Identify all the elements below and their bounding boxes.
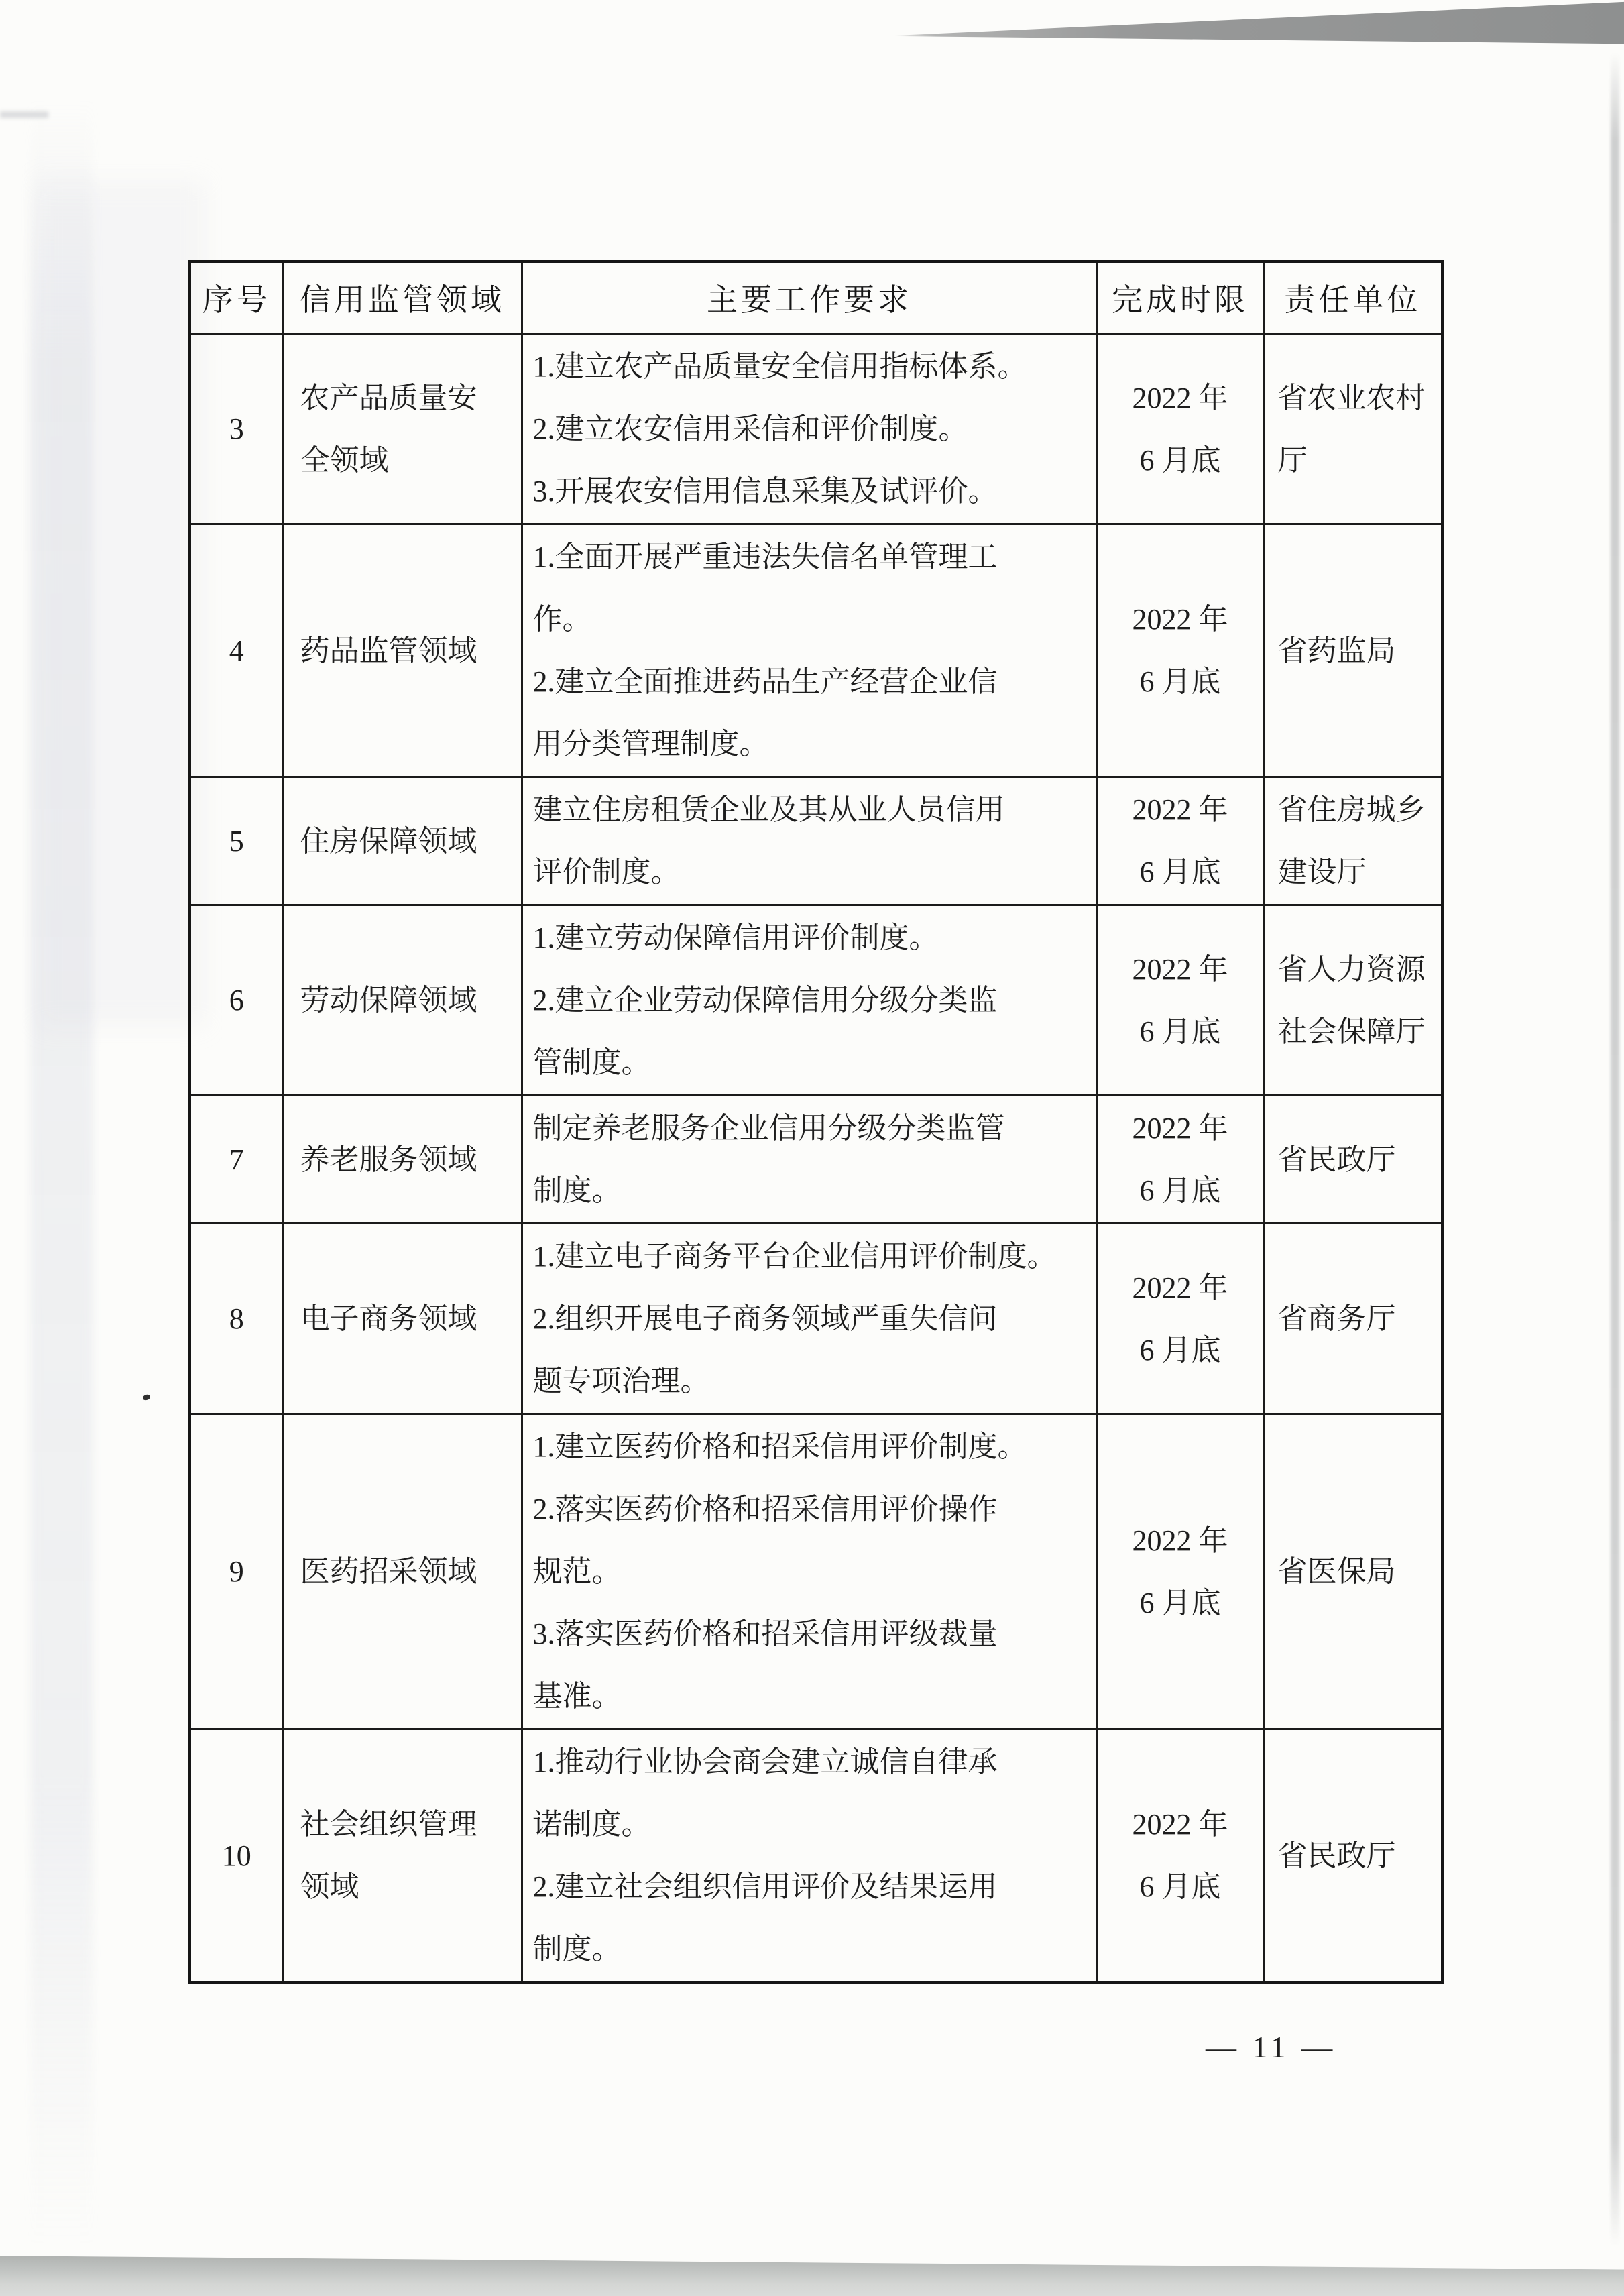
- cell-text-line: 6 月底: [1139, 1586, 1221, 1619]
- requirements-cell: [522, 905, 1097, 1096]
- requirements-cell: [522, 1096, 1097, 1224]
- requirements-cell: [522, 524, 1097, 777]
- field-cell: [283, 524, 522, 777]
- table-row: [190, 1224, 1442, 1414]
- cell-text-line: 省商务厅: [1277, 1302, 1396, 1335]
- deadline-cell: [1097, 1729, 1263, 1983]
- cell-text-line: 药品监管领域: [300, 634, 477, 667]
- cell-text-line: 省药监局: [1277, 634, 1396, 667]
- cell-text-line: 劳动保障领域: [300, 984, 477, 1017]
- unit-cell: [1263, 1414, 1442, 1729]
- index-cell: 9: [190, 1414, 283, 1729]
- cell-text-line: 省民政厅: [1277, 1839, 1396, 1872]
- cell-text-line: 电子商务领域: [300, 1302, 477, 1335]
- table-row: [190, 1729, 1442, 1983]
- cell-text-line: 作。: [532, 603, 592, 636]
- cell-text-line: 管制度。: [532, 1046, 651, 1079]
- cell-text-line: 1.推动行业协会商会建立诚信自律承: [532, 1745, 998, 1778]
- requirements-cell: [522, 777, 1097, 905]
- cell-text-line: 6 月底: [1139, 856, 1221, 888]
- field-cell: [283, 334, 522, 524]
- requirements-cell: [522, 1414, 1097, 1729]
- cell-text-line: 住房保障领域: [300, 824, 477, 858]
- table-row: [190, 905, 1442, 1096]
- unit-cell: [1263, 1096, 1442, 1224]
- page-number: — 11 —: [1206, 2030, 1337, 2064]
- cell-text-line: 6 月底: [1139, 1333, 1221, 1367]
- deadline-cell: [1097, 1096, 1263, 1224]
- cell-text-line: 2022 年: [1132, 1808, 1228, 1841]
- cell-text-line: 养老服务领域: [300, 1143, 477, 1176]
- scan-artifact-bottom-band: [0, 2250, 1624, 2296]
- cell-text-line: 2022 年: [1132, 1271, 1228, 1304]
- table-row: [190, 1414, 1442, 1729]
- cell-text-line: 制定养老服务企业信用分级分类监管: [532, 1112, 1005, 1145]
- scan-artifact-right-edge: [1611, 52, 1619, 2246]
- cell-text-line: 6 月底: [1139, 443, 1221, 477]
- cell-text-line: 2022 年: [1132, 1524, 1228, 1557]
- cell-text-line: 医药招采领域: [300, 1555, 477, 1588]
- scan-artifact-top-wedge: [884, 0, 1624, 64]
- cell-text-line: 诺制度。: [532, 1808, 651, 1841]
- deadline-cell: [1097, 777, 1263, 905]
- cell-text-line: 制度。: [532, 1933, 622, 1965]
- cell-text-line: 建设厅: [1277, 856, 1367, 888]
- unit-cell: [1263, 1729, 1442, 1983]
- cell-text-line: 制度。: [532, 1174, 622, 1207]
- table-body: [190, 334, 1442, 1983]
- deadline-cell: [1097, 1224, 1263, 1414]
- header-cell-requirements: 主要工作要求: [522, 262, 1097, 334]
- cell-text-line: 2022 年: [1132, 1112, 1228, 1145]
- unit-cell: [1263, 524, 1442, 777]
- requirements-cell: [522, 1224, 1097, 1414]
- deadline-cell: [1097, 334, 1263, 524]
- unit-cell: [1263, 777, 1442, 905]
- cell-text-line: 规范。: [532, 1555, 622, 1588]
- cell-text-line: 省医保局: [1277, 1555, 1396, 1588]
- deadline-cell: [1097, 524, 1263, 777]
- header-cell-number: 序号: [190, 262, 283, 334]
- index-cell: 7: [190, 1096, 283, 1224]
- index-cell: 3: [190, 334, 283, 524]
- cell-text-line: 全领域: [300, 443, 389, 477]
- cell-text-line: 省农业农村: [1277, 381, 1426, 414]
- requirements-cell: [522, 1729, 1097, 1983]
- field-cell: [283, 1414, 522, 1729]
- table-row: [190, 334, 1442, 524]
- cell-text-line: 3.落实医药价格和招采信用评级裁量: [532, 1617, 998, 1650]
- cell-text-line: 2.落实医药价格和招采信用评价操作: [532, 1493, 998, 1526]
- field-cell: [283, 1224, 522, 1414]
- table-row: [190, 777, 1442, 905]
- field-cell: [283, 777, 522, 905]
- cell-text-line: 2022 年: [1132, 952, 1228, 986]
- cell-text-line: 厅: [1277, 443, 1308, 477]
- field-cell: [283, 1729, 522, 1983]
- index-cell: 5: [190, 777, 283, 905]
- cell-text-line: 领域: [300, 1870, 359, 1903]
- cell-text-line: 1.建立电子商务平台企业信用评价制度。: [532, 1240, 1057, 1273]
- cell-text-line: 2.组织开展电子商务领域严重失信问: [532, 1302, 998, 1335]
- index-cell: 8: [190, 1224, 283, 1414]
- header-cell-unit: 责任单位: [1263, 262, 1442, 334]
- credit-supervision-task-table: [188, 260, 1444, 1984]
- cell-text-line: 省人力资源: [1277, 952, 1426, 986]
- cell-text-line: 2022 年: [1132, 381, 1228, 414]
- cell-text-line: 社会组织管理: [300, 1808, 477, 1841]
- cell-text-line: 6 月底: [1139, 665, 1221, 698]
- cell-text-line: 2022 年: [1132, 793, 1228, 826]
- unit-cell: [1263, 905, 1442, 1096]
- cell-text-line: 省民政厅: [1277, 1143, 1396, 1176]
- unit-cell: [1263, 1224, 1442, 1414]
- cell-text-line: 2.建立农安信用采信和评价制度。: [532, 412, 968, 445]
- index-cell: 4: [190, 524, 283, 777]
- cell-text-line: 社会保障厅: [1277, 1015, 1426, 1048]
- cell-text-line: 1.建立劳动保障信用评价制度。: [532, 921, 939, 954]
- cell-text-line: 评价制度。: [532, 856, 681, 888]
- scan-artifact-ink-dot: [142, 1393, 151, 1401]
- cell-text-line: 2.建立全面推进药品生产经营企业信: [532, 665, 998, 698]
- unit-cell: [1263, 334, 1442, 524]
- deadline-cell: [1097, 905, 1263, 1096]
- header-cell-deadline: 完成时限: [1097, 262, 1263, 334]
- cell-text-line: 3.开展农安信用信息采集及试评价。: [532, 475, 998, 508]
- cell-text-line: 2.建立社会组织信用评价及结果运用: [532, 1870, 998, 1903]
- table-row: [190, 1096, 1442, 1224]
- cell-text-line: 省住房城乡: [1277, 793, 1426, 826]
- cell-text-line: 建立住房租赁企业及其从业人员信用: [532, 793, 1005, 826]
- cell-text-line: 基准。: [532, 1680, 622, 1713]
- cell-text-line: 1.建立农产品质量安全信用指标体系。: [532, 350, 1027, 383]
- cell-text-line: 1.建立医药价格和招采信用评价制度。: [532, 1430, 1027, 1463]
- scan-artifact-topleft-mark: [0, 111, 48, 118]
- cell-text-line: 1.全面开展严重违法失信名单管理工: [532, 540, 998, 573]
- index-cell: 6: [190, 905, 283, 1096]
- field-cell: [283, 1096, 522, 1224]
- cell-text-line: 农产品质量安: [300, 381, 477, 414]
- cell-text-line: 6 月底: [1139, 1870, 1221, 1903]
- cell-text-line: 2.建立企业劳动保障信用分级分类监: [532, 984, 998, 1017]
- index-cell: 10: [190, 1729, 283, 1983]
- cell-text-line: 题专项治理。: [532, 1365, 710, 1397]
- cell-text-line: 6 月底: [1139, 1015, 1221, 1048]
- field-cell: [283, 905, 522, 1096]
- cell-text-line: 2022 年: [1132, 603, 1228, 636]
- cell-text-line: 6 月底: [1139, 1174, 1221, 1207]
- table-header-row: [190, 262, 1442, 334]
- header-cell-field: 信用监管领域: [283, 262, 522, 334]
- deadline-cell: [1097, 1414, 1263, 1729]
- scan-artifact-left-smudge: [38, 181, 205, 1026]
- requirements-cell: [522, 334, 1097, 524]
- cell-text-line: 用分类管理制度。: [532, 728, 769, 760]
- table-row: [190, 524, 1442, 777]
